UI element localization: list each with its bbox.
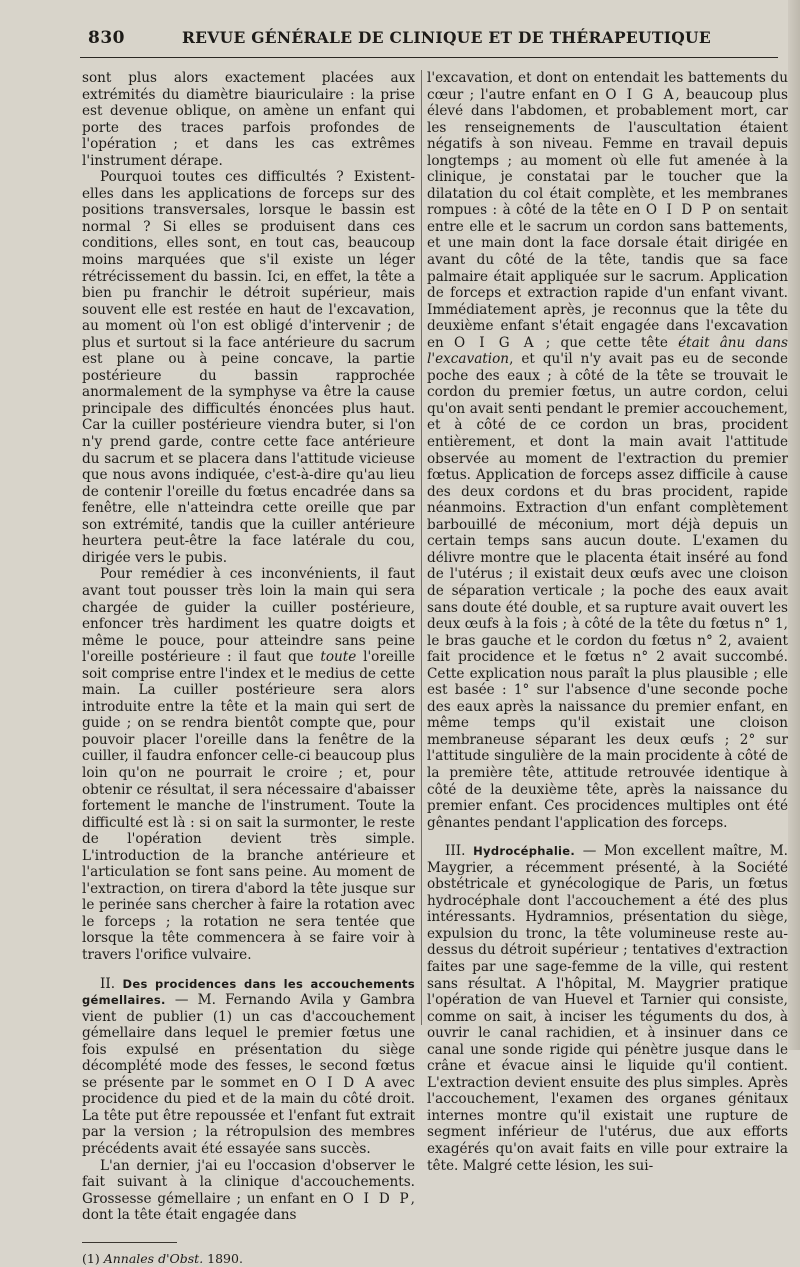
text-run: l'oreille soit comprise entre l'index et le medius de cette main. La cuiller postérieure sera alors introduite entre la tête et la main qui sert de guide ; on se rendra bientôt compte que, pour pouvoir placer l'oreille dans la fenêtre de la cuiller, il faudra enfoncer celle-ci beaucoup plus loin qu'on ne pourrait le croire ; et, pour obtenir ce résultat, il sera nécessaire d'abaisser fortement le manche de l'instrument. Toute la difficulté est là : si on sait la surmonter, le reste de l'opération devient très simple. L'introduction de la branche antérieure et l'articulation se font sans peine. Au moment de l'extraction, on tirera d'abord la tête jusque sur le perinée sans chercher à faire la rotation avec le forceps ; la rotation ne sera tentée que lorsque la tête commencera à se faire voir à travers l'orifice vulvaire. (82, 649, 415, 963)
section-procidences (82, 976, 415, 1158)
position-code: O I G A (453, 334, 536, 351)
text-run: avec procidence du pied et de la main du côté droit. La tête put être repoussée et l'enfant fut extrait par la version ; la rétropulsion des membres précédents avait été essayée sans succès. (82, 1074, 415, 1157)
header-rule (80, 57, 778, 58)
running-header (70, 28, 782, 52)
paragraph-difficulties: Pourquoi toutes ces difficultés ? Existent-elles dans les applications de forceps sur des positions transversales, lorsque le bassin est normal ? Si elles se produisent dans ces conditions, elles sont, en tout cas, beaucoup moins marquées que s'il existe un léger rétrécissement du bassin. Ici, en effet, la tête a bien pu franchir le détroit supérieur, mais souvent elle est restée en haut de l'excavation, au moment où l'on est obligé d'intervenir ; de plus et surtout si la face antérieure du sacrum est plane ou à peine concave, la partie postérieure du bassin rapprochée anormalement de la symphyse va être la cause principale des difficultés énoncées plus haut. Car la cuiller postérieure viendra buter, si l'on n'y prend garde, contre cette face antérieure du sacrum et se placera dans l'attitude vicieuse que nous avons indiquée, c'est-à-dire qu'au lieu de contenir l'oreille du fœtus encadrée dans sa fenêtre, elle n'atteindra cette oreille que par son extrémité, tandis que la cuiller antérieure heurtera peut-être la face latérale du cou, dirigée vers le pubis. (82, 169, 415, 566)
footnote-rule (82, 1242, 177, 1243)
journal-title: REVUE GÉNÉRALE DE CLINIQUE ET DE THÉRAPEUTIQUE (182, 28, 711, 47)
emphasis-excavation: était ânu dans l'excavation (427, 334, 789, 368)
text-run: l'excavation, et dont on entendait les battements du cœur ; l'autre enfant en (427, 70, 788, 103)
text-run: , dont la tête était engagée dans (82, 1190, 415, 1224)
footnote-source: Annales d'Obst. (103, 1250, 204, 1266)
section-title: Des procidences dans les accouchements gémellaires. (82, 976, 415, 1008)
paragraph-observation (82, 1158, 415, 1224)
text-run: on sentait entre elle et le sacrum un cordon sans battements, et une main dont la face dorsale était dirigée en avant du côté de la tête, tandis que sa face palmaire était appliquée sur le sacrum. Application de forceps et extraction rapide d'un enfant vivant. Immédiatement après, je reconnus que la tête du deuxième enfant s'était engagée dans l'excavation en (427, 202, 788, 351)
text-run: ; que cette tête (535, 334, 679, 351)
section-number: II. (100, 975, 116, 992)
text-run: , beaucoup plus élevé dans l'abdomen, et probablement mort, car les renseignements de l'auscultation étaient négatifs à son niveau. Femme en travail depuis longtemps ; au moment où elle fut amenée à la clinique, je constatai par le toucher que la dilatation du col était complète, et les membranes rompues : à côté de la tête en (427, 86, 788, 219)
paragraph-case (427, 70, 788, 831)
paragraph-continued: sont plus alors exactement placées aux extrémités du diamètre biauriculaire : la prise est devenue oblique, on amène un enfant qui porte des traces parfois profondes de l'opération ; et dans les cas extrêmes l'instrument dérape. (82, 70, 415, 169)
text-run: L'an dernier, j'ai eu l'occasion d'observer le fait suivant à la clinique d'accouchements. Grossesse gémellaire ; un enfant en (82, 1157, 415, 1207)
section-title: Hydrocéphalie. (473, 844, 576, 859)
section-hydrocephalie (427, 843, 788, 1174)
right-column (427, 70, 789, 1174)
section-number: III. (445, 843, 466, 860)
position-code: O I G A (605, 86, 676, 103)
footnote-mark: (1) (82, 1250, 100, 1266)
footnote (82, 1251, 415, 1267)
position-code: O I D P (342, 1190, 411, 1207)
column-divider (421, 70, 422, 1025)
text-run: Pour remédier à ces inconvénients, il faut avant tout pousser très loin la main qui sera chargée de guider la cuiller postérieure, enfoncer très hardiment les quatre doigts et même le pouce, pour atteindre sans peine l'oreille postérieure : il faut que (82, 566, 415, 666)
emphasis-toute: toute (320, 649, 357, 666)
footnote-year: 1890. (207, 1250, 243, 1266)
text-run: , et qu'il n'y avait pas eu de seconde poche des eaux ; à côté de la tête se trouvait le cordon du premier fœtus, un autre cordon, celui qu'on avait senti pendant le premier accouchement, et à côté de ce cordon un bras, procident entièrement, et dont la main avait l'attitude observée au moment de l'extraction du premier fœtus. Application de forceps assez difficile à cause des deux cordons et du bras procident, rapide néanmoins. Extraction d'un enfant complètement barbouillé de méconium, mort déjà depuis un certain temps sans aucun doute. L'examen du délivre montre que le placenta était inséré au fond de l'utérus ; il existait deux œufs avec une cloison de séparation verticale ; la poche des eaux avait sans doute été double, et sa rupture avait ouvert les deux œufs à la fois ; à côté de la tête du fœtus n° 1, le bras gauche et le cordon du fœtus n° 2, avaient fait procidence et le fœtus n° 2 avait succombé. Cette explication nous paraît la plus plausible ; elle est basée : 1° sur l'absence d'une seconde poche des eaux après la naissance du premier enfant, en même temps qu'il existait une cloison membraneuse séparant les deux œufs ; 2° sur l'attitude singulière de la main procidente à côté de la première tête, attitude retrouvée identique à côté de la deuxième tête, après la naissance du premier enfant. Ces procidences multiples ont été gênantes pendant l'application des forceps. (427, 351, 788, 831)
paragraph-remedy (82, 566, 415, 963)
position-code: O I D P (645, 202, 713, 219)
page-edge (788, 0, 800, 1050)
left-column (82, 70, 415, 1266)
page-number: 830 (88, 28, 125, 48)
text-run: — M. Fernando Avila y Gambra vient de publier (1) un cas d'accouchement gémellaire dans lequel le premier fœtus une fois expulsé en présentation du siège décomplété mode des fesses, le second fœtus se présente par le sommet en (82, 992, 415, 1091)
text-run: — Mon excellent maître, M. Maygrier, a récemment présenté, à la Société obstétricale et gynécologique de Paris, un fœtus hydrocéphale dont l'accouchement a été des plus intéressants. Hydramnios, présentation du siège, expulsion du tronc, la tête volumineuse reste au-dessus du détroit supérieur ; tentatives d'extraction faites par une sage-femme de la ville, qui restent sans résultat. A l'hôpital, M. Maygrier pratique l'opération de van Huevel et Tarnier qui consiste, comme on sait, à inciser les téguments du dos, à ouvrir le canal rachidien, et à insinuer dans ce canal une sonde rigide qui pénètre jusque dans le crâne et évacue ainsi le liquide qu'il contient. L'extraction devient ensuite des plus simples. Après l'accouchement, l'examen des organes génitaux internes montre qu'il existait une rupture de segment inférieur de l'utérus, due aux efforts exagérés qu'on avait faits en ville pour extraire la tête. Malgré cette lésion, les sui- (427, 843, 788, 1174)
position-code: O I D A (305, 1074, 377, 1091)
